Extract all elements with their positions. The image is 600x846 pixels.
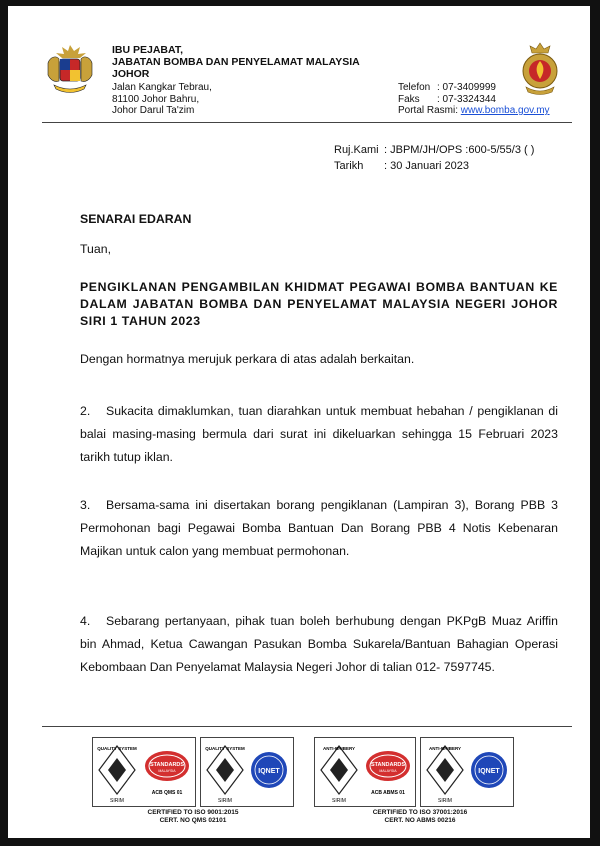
- footer-divider: [42, 726, 572, 727]
- address: [112, 82, 360, 117]
- sirim-text: SIRIM: [438, 798, 452, 804]
- cert-qms-line1: CERTIFIED TO ISO 9001:2015: [147, 809, 239, 816]
- header-divider: [42, 122, 572, 123]
- letterhead-line3: JOHOR: [112, 68, 150, 80]
- address-line: Jalan Kangkar Tebrau,: [112, 82, 212, 93]
- sirim-text: SIRIM: [332, 798, 346, 804]
- recipient: SENARAI EDARAN: [80, 212, 192, 226]
- cert-abms: [360, 809, 480, 825]
- letter-page: [8, 6, 590, 838]
- cert-badge-qms-standards: [92, 737, 196, 807]
- acb-qms-text: ACB QMS 01: [151, 790, 183, 796]
- quality-system-text: QUALITY SYSTEM: [97, 746, 137, 751]
- telefon-value: : 07-3409999: [437, 82, 496, 93]
- faks-label: Faks: [398, 93, 420, 105]
- paragraph-text: Bersama-sama ini disertakan borang pengiklanan (Lampiran 3), Borang PBB 3 Permohonan bagi Pegawai Bomba Bantuan Dan Borang PBB 4 Notis Kebenaran Majikan untuk calon yang membuat permohonan.: [80, 498, 558, 558]
- cert-badge-abms-iqnet: [420, 737, 514, 807]
- paragraph-2: [80, 400, 558, 469]
- tarikh-value: : 30 Januari 2023: [384, 160, 470, 172]
- paragraph-text: Sukacita dimaklumkan, tuan diarahkan untuk membuat hebahan / pengiklanan di balai masing-masing bermula dari surat ini dikeluarkan sehingga 15 Februari 2023 tarikh tutup iklan.: [80, 404, 558, 464]
- reference-block: [334, 142, 534, 174]
- antibribery-standards-badge-icon: [315, 738, 415, 806]
- sirim-text: SIRIM: [218, 798, 232, 804]
- bomba-crest-icon: [518, 41, 562, 97]
- letter-subject: PENGIKLANAN PENGAMBILAN KHIDMAT PEGAWAI BOMBA BANTUAN KE DALAM JABATAN BOMBA DAN PENYELAMAT MALAYSIA NEGERI JOHOR SIRI 1 TAHUN 2023: [80, 280, 558, 328]
- cert-qms-line2: CERT. NO QMS 02101: [159, 817, 227, 824]
- ruj-label: Ruj.Kami: [334, 144, 379, 156]
- iqnet-text: IQNET: [478, 768, 500, 775]
- tarikh-label: Tarikh: [334, 160, 364, 172]
- antibribery-iqnet-badge-icon: [421, 738, 513, 806]
- ruj-value: : JBPM/JH/OPS :600-5/55/3 ( ): [384, 144, 535, 156]
- quality-iqnet-badge-icon: [201, 738, 293, 806]
- cert-qms: [138, 809, 248, 825]
- cert-abms-line2: CERT. NO ABMS 00216: [384, 817, 456, 824]
- paragraph-number: 3.: [80, 498, 91, 512]
- iqnet-text: IQNET: [258, 768, 280, 775]
- cert-abms-line1: CERTIFIED TO ISO 37001:2016: [372, 809, 468, 816]
- letterhead-line1: IBU PEJABAT,: [112, 44, 183, 56]
- portal-link[interactable]: www.bomba.gov.my: [460, 105, 550, 116]
- standards-malaysia-text: MALAYSIA: [379, 769, 397, 773]
- cert-badge-abms-standards: [314, 737, 416, 807]
- letterhead: [112, 44, 360, 117]
- standards-text: STANDARDS: [149, 762, 185, 768]
- standards-malaysia-text: MALAYSIA: [158, 769, 176, 773]
- acb-abms-text: ACB ABMS 01: [371, 790, 405, 796]
- address-line: Johor Darul Ta'zim: [112, 105, 195, 116]
- letterhead-line2: JABATAN BOMBA DAN PENYELAMAT MALAYSIA: [112, 56, 360, 68]
- paragraph-number: 2.: [80, 404, 91, 418]
- paragraph-number: 4.: [80, 614, 91, 628]
- standards-text: STANDARDS: [370, 762, 406, 768]
- sirim-text: SIRIM: [110, 798, 124, 804]
- telefon-label: Telefon: [398, 82, 431, 93]
- paragraph-text: Sebarang pertanyaan, pihak tuan boleh berhubung dengan PKPgB Muaz Ariffin bin Ahmad, Ketua Cawangan Pasukan Bomba Sukarela/Bantuan Bahagian Operasi Kebombaan Dan Penyelamat Malaysia Negeri Johor di talian 012- 7597745.: [80, 614, 558, 674]
- portal-label: Portal Rasmi:: [398, 105, 459, 116]
- anti-bribery-text: ANTI-BRIBERY: [322, 746, 356, 751]
- address-line: 81100 Johor Bahru,: [112, 93, 200, 105]
- quality-system-text: QUALITY SYSTEM: [205, 746, 245, 751]
- anti-bribery-text: ANTI-BRIBERY: [428, 746, 462, 751]
- opening-sentence: Dengan hormatnya merujuk perkara di atas adalah berkaitan.: [80, 352, 415, 366]
- cert-badge-qms-iqnet: [200, 737, 294, 807]
- salutation: Tuan,: [80, 242, 111, 256]
- paragraph-4: [80, 610, 558, 679]
- paragraph-3: [80, 494, 558, 563]
- faks-value: : 07-3324344: [437, 93, 496, 105]
- malaysia-coat-of-arms-icon: [42, 41, 98, 97]
- quality-standards-badge-icon: [93, 738, 195, 806]
